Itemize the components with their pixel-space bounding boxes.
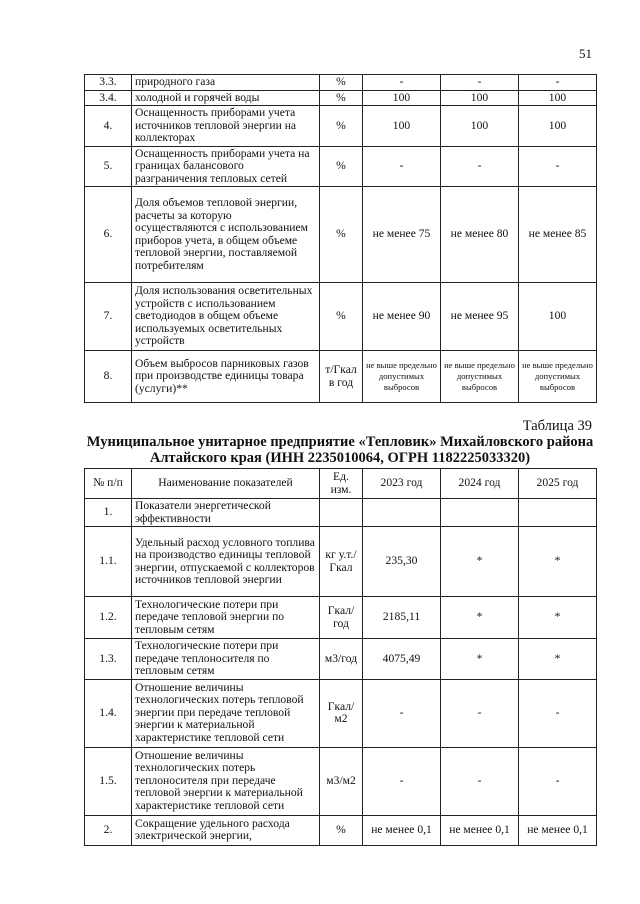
value-2024: не менее 80 bbox=[441, 187, 519, 283]
unit bbox=[320, 499, 363, 527]
value-2025: 100 bbox=[519, 90, 597, 106]
indicators-table-39 bbox=[84, 468, 597, 846]
value-2023: не менее 0,1 bbox=[363, 815, 441, 845]
value-2023: - bbox=[363, 146, 441, 187]
header-2023: 2023 год bbox=[363, 469, 441, 499]
table-row bbox=[85, 597, 597, 639]
value-2023: - bbox=[363, 679, 441, 747]
header-2025: 2025 год bbox=[519, 469, 597, 499]
table-row bbox=[85, 106, 597, 147]
page-number: 51 bbox=[579, 46, 592, 61]
unit: % bbox=[320, 90, 363, 106]
value-2024: - bbox=[441, 679, 519, 747]
value-2025: - bbox=[519, 679, 597, 747]
indicator-name: Отношение величины технологических потерь теплоносителя при передаче тепловой энергии к материальной характеристике тепловой сети bbox=[132, 747, 320, 815]
indicator-name: Технологические потери при передаче тепловой энергии по тепловым сетям bbox=[132, 597, 320, 639]
unit: % bbox=[320, 187, 363, 283]
table-row bbox=[85, 90, 597, 106]
table-row bbox=[85, 679, 597, 747]
unit: % bbox=[320, 146, 363, 187]
value-2023: 235,30 bbox=[363, 527, 441, 597]
indicator-name: холодной и горячей воды bbox=[132, 90, 320, 106]
value-2023: 100 bbox=[363, 106, 441, 147]
table-label: Таблица 39 bbox=[522, 418, 592, 434]
row-number: 3.3. bbox=[85, 75, 132, 91]
row-number: 2. bbox=[85, 815, 132, 845]
row-number: 1.3. bbox=[85, 639, 132, 680]
indicator-name: Доля использования осветительных устройств с использованием светодиодов в общем объеме используемых осветительных устройств bbox=[132, 283, 320, 351]
row-number: 1.5. bbox=[85, 747, 132, 815]
unit: Гкал/ год bbox=[320, 597, 363, 639]
value-2024: - bbox=[441, 747, 519, 815]
row-number: 1.4. bbox=[85, 679, 132, 747]
table-title: Муниципальное унитарное предприятие «Тепловик» Михайловского района Алтайского края (ИНН 2235010064, ОГРН 1182225033320) bbox=[86, 434, 594, 466]
unit: кг у.т./ Гкал bbox=[320, 527, 363, 597]
table-row bbox=[85, 187, 597, 283]
header-name: Наименование показателей bbox=[132, 469, 320, 499]
value-2025: 100 bbox=[519, 283, 597, 351]
row-number: 5. bbox=[85, 146, 132, 187]
row-number: 1.2. bbox=[85, 597, 132, 639]
indicator-name: Доля объемов тепловой энергии, расчеты за которую осуществляются с использованием приборов учета, в общем объеме тепловой энергии, поставляемой потребителям bbox=[132, 187, 320, 283]
value-2024: не менее 0,1 bbox=[441, 815, 519, 845]
value-2024: не выше предельно допустимых выбросов bbox=[441, 351, 519, 403]
value-2024: 100 bbox=[441, 90, 519, 106]
value-2025: - bbox=[519, 747, 597, 815]
value-2024 bbox=[441, 499, 519, 527]
table-row bbox=[85, 146, 597, 187]
unit: Гкал/ м2 bbox=[320, 679, 363, 747]
unit: м3/м2 bbox=[320, 747, 363, 815]
indicator-name: Удельный расход условного топлива на производство единицы тепловой энергии, отпускаемой с коллекторов источников тепловой энергии bbox=[132, 527, 320, 597]
unit: % bbox=[320, 75, 363, 91]
value-2024: не менее 95 bbox=[441, 283, 519, 351]
row-number: 3.4. bbox=[85, 90, 132, 106]
table-header-row bbox=[85, 469, 597, 499]
header-2024: 2024 год bbox=[441, 469, 519, 499]
indicator-name: Сокращение удельного расхода электрической энергии, bbox=[132, 815, 320, 845]
value-2025: не менее 0,1 bbox=[519, 815, 597, 845]
value-2025 bbox=[519, 499, 597, 527]
indicator-name: Объем выбросов парниковых газов при производстве единицы товара (услуги)** bbox=[132, 351, 320, 403]
table-row bbox=[85, 283, 597, 351]
value-2024: - bbox=[441, 146, 519, 187]
header-unit: Ед. изм. bbox=[320, 469, 363, 499]
value-2023: - bbox=[363, 747, 441, 815]
value-2023: не менее 75 bbox=[363, 187, 441, 283]
unit: м3/год bbox=[320, 639, 363, 680]
value-2024: * bbox=[441, 597, 519, 639]
value-2023: не выше предельно допустимых выбросов bbox=[363, 351, 441, 403]
value-2023: не менее 90 bbox=[363, 283, 441, 351]
value-2025: не менее 85 bbox=[519, 187, 597, 283]
table-row bbox=[85, 527, 597, 597]
value-2024: - bbox=[441, 75, 519, 91]
unit: % bbox=[320, 106, 363, 147]
header-num: № п/п bbox=[85, 469, 132, 499]
value-2023: - bbox=[363, 75, 441, 91]
indicator-name: Показатели энергетической эффективности bbox=[132, 499, 320, 527]
value-2025: * bbox=[519, 527, 597, 597]
value-2025: не выше предельно допустимых выбросов bbox=[519, 351, 597, 403]
row-number: 1. bbox=[85, 499, 132, 527]
table-row bbox=[85, 75, 597, 91]
row-number: 7. bbox=[85, 283, 132, 351]
value-2025: 100 bbox=[519, 106, 597, 147]
value-2025: - bbox=[519, 146, 597, 187]
indicator-name: Оснащенность приборами учета на границах балансового разграничения тепловых сетей bbox=[132, 146, 320, 187]
value-2024: * bbox=[441, 527, 519, 597]
value-2025: * bbox=[519, 597, 597, 639]
table-row bbox=[85, 639, 597, 680]
value-2024: 100 bbox=[441, 106, 519, 147]
table-row bbox=[85, 499, 597, 527]
indicator-name: Технологические потери при передаче теплоносителя по тепловым сетям bbox=[132, 639, 320, 680]
row-number: 6. bbox=[85, 187, 132, 283]
unit: т/Гкал в год bbox=[320, 351, 363, 403]
row-number: 1.1. bbox=[85, 527, 132, 597]
table-row bbox=[85, 351, 597, 403]
value-2023: 4075,49 bbox=[363, 639, 441, 680]
value-2023 bbox=[363, 499, 441, 527]
indicator-name: Оснащенность приборами учета источников тепловой энергии на коллекторах bbox=[132, 106, 320, 147]
value-2024: * bbox=[441, 639, 519, 680]
table-row bbox=[85, 815, 597, 845]
row-number: 8. bbox=[85, 351, 132, 403]
table-row bbox=[85, 747, 597, 815]
value-2025: - bbox=[519, 75, 597, 91]
unit: % bbox=[320, 283, 363, 351]
value-2023: 2185,11 bbox=[363, 597, 441, 639]
unit: % bbox=[320, 815, 363, 845]
value-2023: 100 bbox=[363, 90, 441, 106]
indicator-name: Отношение величины технологических потерь тепловой энергии при передаче тепловой энергии к материальной характеристике тепловой сети bbox=[132, 679, 320, 747]
value-2025: * bbox=[519, 639, 597, 680]
indicators-table-continued bbox=[84, 74, 597, 403]
indicator-name: природного газа bbox=[132, 75, 320, 91]
row-number: 4. bbox=[85, 106, 132, 147]
